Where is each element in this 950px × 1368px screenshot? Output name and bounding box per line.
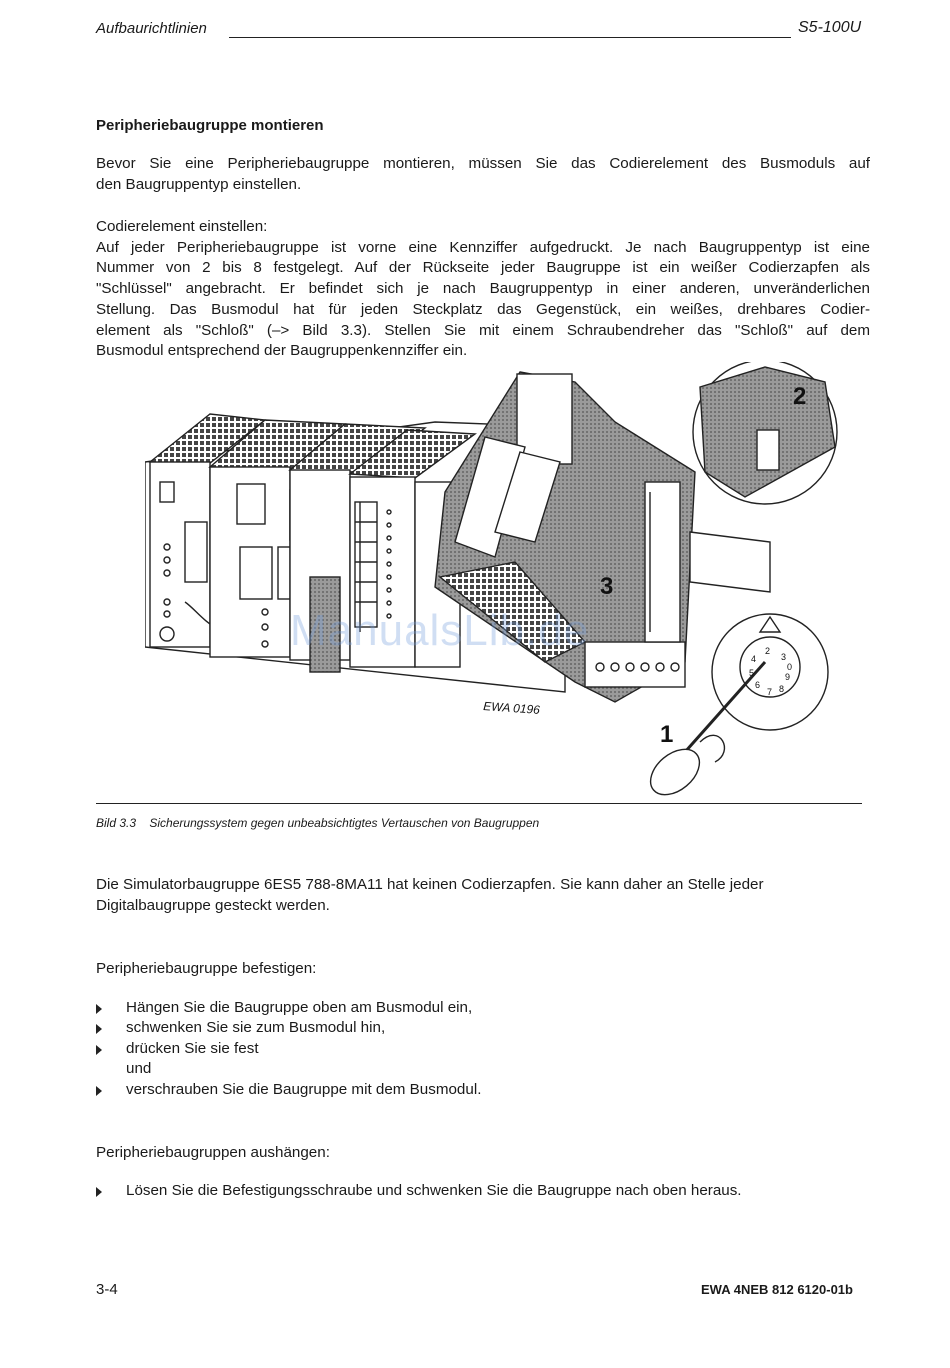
bullet-arrow-icon <box>96 1024 102 1034</box>
text-line: den Baugruppentyp einstellen. <box>96 175 302 193</box>
bullet-arrow-icon <box>96 1187 102 1197</box>
text-line: Codierelement einstellen: <box>96 218 268 235</box>
text-line: Nummer von 2 bis 8 festgelegt. Auf der Rückseite jeder Baugruppe ist ein weißer Codierzapfen als <box>96 259 870 277</box>
simulator-paragraph <box>96 874 764 916</box>
bullet-arrow-icon <box>96 1004 102 1014</box>
dial-number: 0 <box>787 662 793 672</box>
list-item-text: drücken Sie sie fest <box>126 1040 259 1057</box>
text-line: element als "Schloß" (–> Bild 3.3). Stellen Sie mit einem Schraubendreher das "Schloß" auf dem <box>96 321 870 339</box>
running-header-product: S5-100U <box>798 19 862 36</box>
befestigen-title: Peripheriebaugruppe befestigen: <box>96 960 317 977</box>
figure-caption <box>96 816 539 830</box>
intro-paragraph <box>96 154 870 195</box>
aushaengen-title: Peripheriebaugruppen aushängen: <box>96 1144 330 1161</box>
list-item-text: schwenken Sie sie zum Busmodul hin, <box>126 1019 386 1036</box>
list-connector-text: und <box>126 1060 152 1077</box>
watermark: ManualsLib.de <box>290 606 590 655</box>
running-header-title: Aufbaurichtlinien <box>96 20 207 37</box>
dial-number: 4 <box>751 654 757 664</box>
text-line: Auf jeder Peripheriebaugruppe ist vorne eine Kennziffer aufgedruckt. Je nach Baugruppentyp ist eine <box>96 238 870 256</box>
dial-number: 9 <box>785 672 791 682</box>
text-line: Digitalbaugruppe gesteckt werden. <box>96 897 330 914</box>
codier-paragraph <box>96 217 870 362</box>
list-item-text: Lösen Sie die Befestigungsschraube und schwenken Sie die Baugruppe nach oben heraus. <box>126 1182 742 1199</box>
plc-drawing <box>145 362 845 802</box>
text-line: Stellung. Das Busmodul hat für jeden Steckplatz das Gegenstück, ein weißes, drehbares Codier- <box>96 300 870 318</box>
dial-number: 7 <box>767 687 773 697</box>
text-line: Busmodul entsprechend der Baugruppenkennziffer ein. <box>96 342 468 360</box>
figure-ref-label: EWA 0196 <box>482 699 541 717</box>
section-heading: Peripheriebaugruppe montieren <box>96 117 324 134</box>
bullet-arrow-icon <box>96 1045 102 1055</box>
text-line: Bevor Sie eine Peripheriebaugruppe montieren, müssen Sie das Codierelement des Busmoduls auf <box>96 155 870 172</box>
document-id: EWA 4NEB 812 6120-01b <box>701 1282 853 1297</box>
page-number: 3-4 <box>96 1281 118 1298</box>
dial-number: 5 <box>749 668 755 678</box>
figure-rule <box>96 803 862 804</box>
dial-number: 2 <box>765 646 771 656</box>
text-line: "Schlüssel" angebracht. Er befindet sich je nach Baugruppentyp in einer anderen, unveränderlichen <box>96 280 870 298</box>
step-3-label: 3 <box>600 573 614 600</box>
header-rule <box>229 37 791 38</box>
dial-number: 8 <box>779 684 785 694</box>
caption-text: Sicherungssystem gegen unbeabsichtigtes Vertauschen von Baugruppen <box>149 816 540 830</box>
step-1-label: 1 <box>660 721 674 748</box>
caption-number: Bild 3.3 <box>96 816 137 830</box>
dial-number: 6 <box>755 680 761 690</box>
bullet-arrow-icon <box>96 1086 102 1096</box>
list-item-text: verschrauben Sie die Baugruppe mit dem Busmodul. <box>126 1081 482 1098</box>
list-item-text: Hängen Sie die Baugruppe oben am Busmodul ein, <box>126 999 473 1016</box>
step-2-label: 2 <box>793 383 807 410</box>
figure-plc-assembly <box>145 362 845 807</box>
text-line: Die Simulatorbaugruppe 6ES5 788-8MA11 hat keinen Codierzapfen. Sie kann daher an Stelle jeder <box>96 876 764 893</box>
dial-number: 3 <box>781 652 787 662</box>
